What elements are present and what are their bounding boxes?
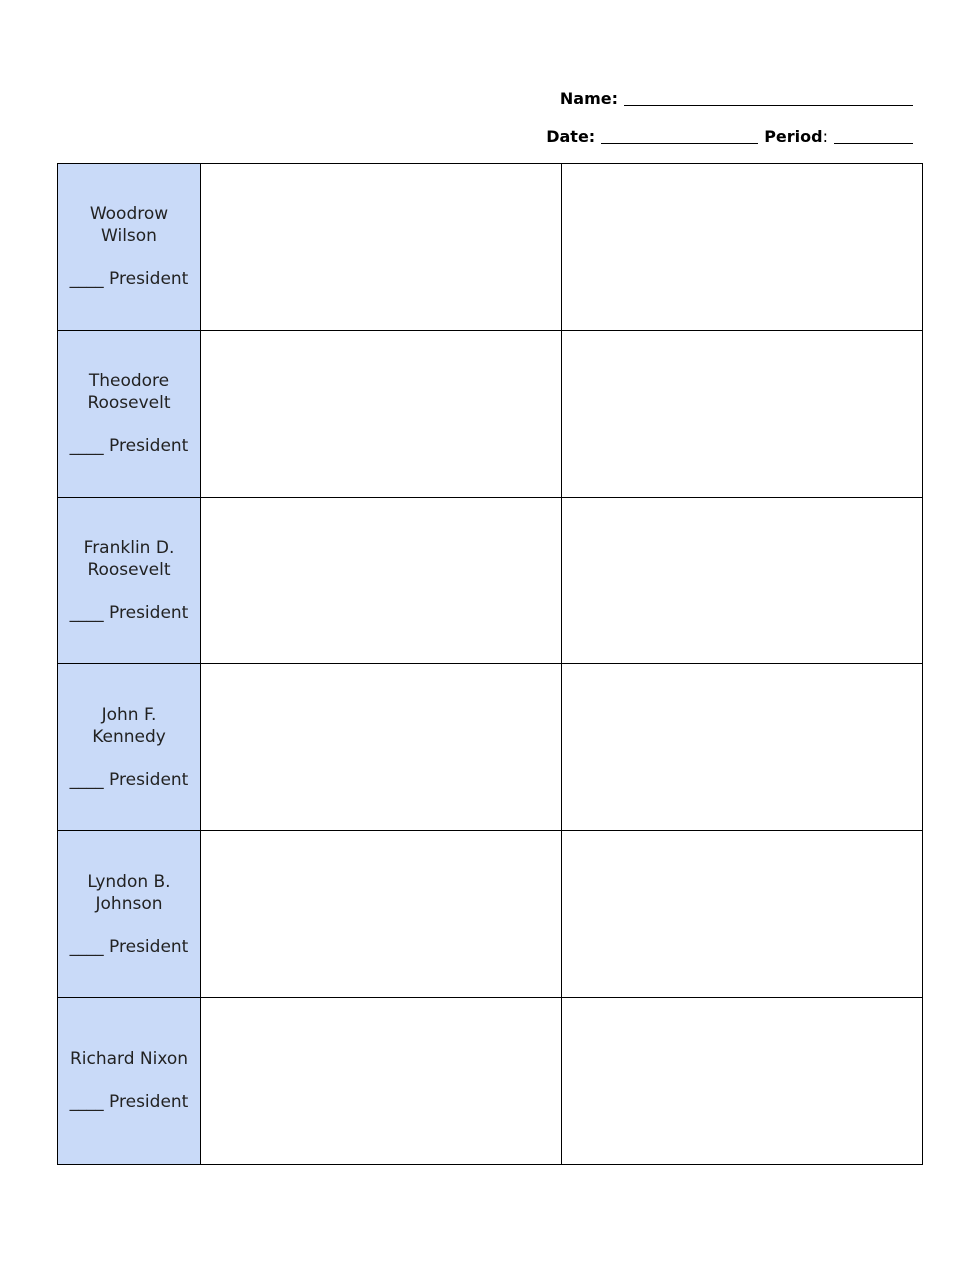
period-label: Period [764, 127, 823, 146]
president-name-cell [58, 497, 201, 664]
president-name-line2: Roosevelt [87, 393, 171, 414]
date-label: Date: [546, 127, 596, 146]
answer-cell-right[interactable] [562, 831, 923, 998]
date-field[interactable] [601, 129, 758, 144]
president-ordinal: ____ President [69, 269, 189, 290]
table-row-fdr [58, 497, 923, 664]
name-field[interactable] [624, 91, 913, 106]
answer-cell-right[interactable] [562, 330, 923, 497]
president-ordinal: ____ President [69, 769, 189, 790]
president-name-cell [58, 330, 201, 497]
name-label: Name: [559, 89, 618, 108]
answer-cell-left[interactable] [201, 164, 562, 331]
president-name-line2: Roosevelt [87, 559, 171, 580]
answer-cell-left[interactable] [201, 497, 562, 664]
name-line [560, 89, 913, 108]
president-ordinal: ____ President [69, 436, 189, 457]
answer-cell-right[interactable] [562, 497, 923, 664]
president-name-line1: John F. [101, 704, 157, 725]
president-ordinal: ____ President [69, 1092, 189, 1113]
president-name-line1: Franklin D. [83, 537, 175, 558]
president-name-line2: Johnson [95, 893, 163, 914]
table-row-johnson [58, 831, 923, 998]
answer-cell-left[interactable] [201, 330, 562, 497]
answer-cell-right[interactable] [562, 164, 923, 331]
answer-cell-right[interactable] [562, 664, 923, 831]
answer-cell-left[interactable] [201, 997, 562, 1164]
president-name-cell [58, 997, 201, 1164]
period-colon: : [822, 127, 828, 146]
president-name-line1: Richard Nixon [69, 1049, 189, 1070]
period-field[interactable] [834, 129, 913, 144]
table-row-wilson [58, 164, 923, 331]
president-name-cell [58, 664, 201, 831]
answer-cell-left[interactable] [201, 831, 562, 998]
answer-cell-left[interactable] [201, 664, 562, 831]
president-ordinal: ____ President [69, 936, 189, 957]
answer-cell-right[interactable] [562, 997, 923, 1164]
president-name-line1: Theodore [88, 371, 170, 392]
president-worksheet-table [57, 163, 923, 1165]
table-row-kennedy [58, 664, 923, 831]
president-name-cell [58, 164, 201, 331]
date-period-line [546, 127, 913, 146]
president-name-line2: Kennedy [92, 726, 166, 747]
president-ordinal: ____ President [69, 602, 189, 623]
president-name-line2: Wilson [101, 226, 157, 247]
president-name-line1: Woodrow [89, 204, 169, 225]
table-row-nixon [58, 997, 923, 1164]
table-row-theodore-roosevelt [58, 330, 923, 497]
president-name-cell [58, 831, 201, 998]
president-name-line1: Lyndon B. [87, 871, 171, 892]
